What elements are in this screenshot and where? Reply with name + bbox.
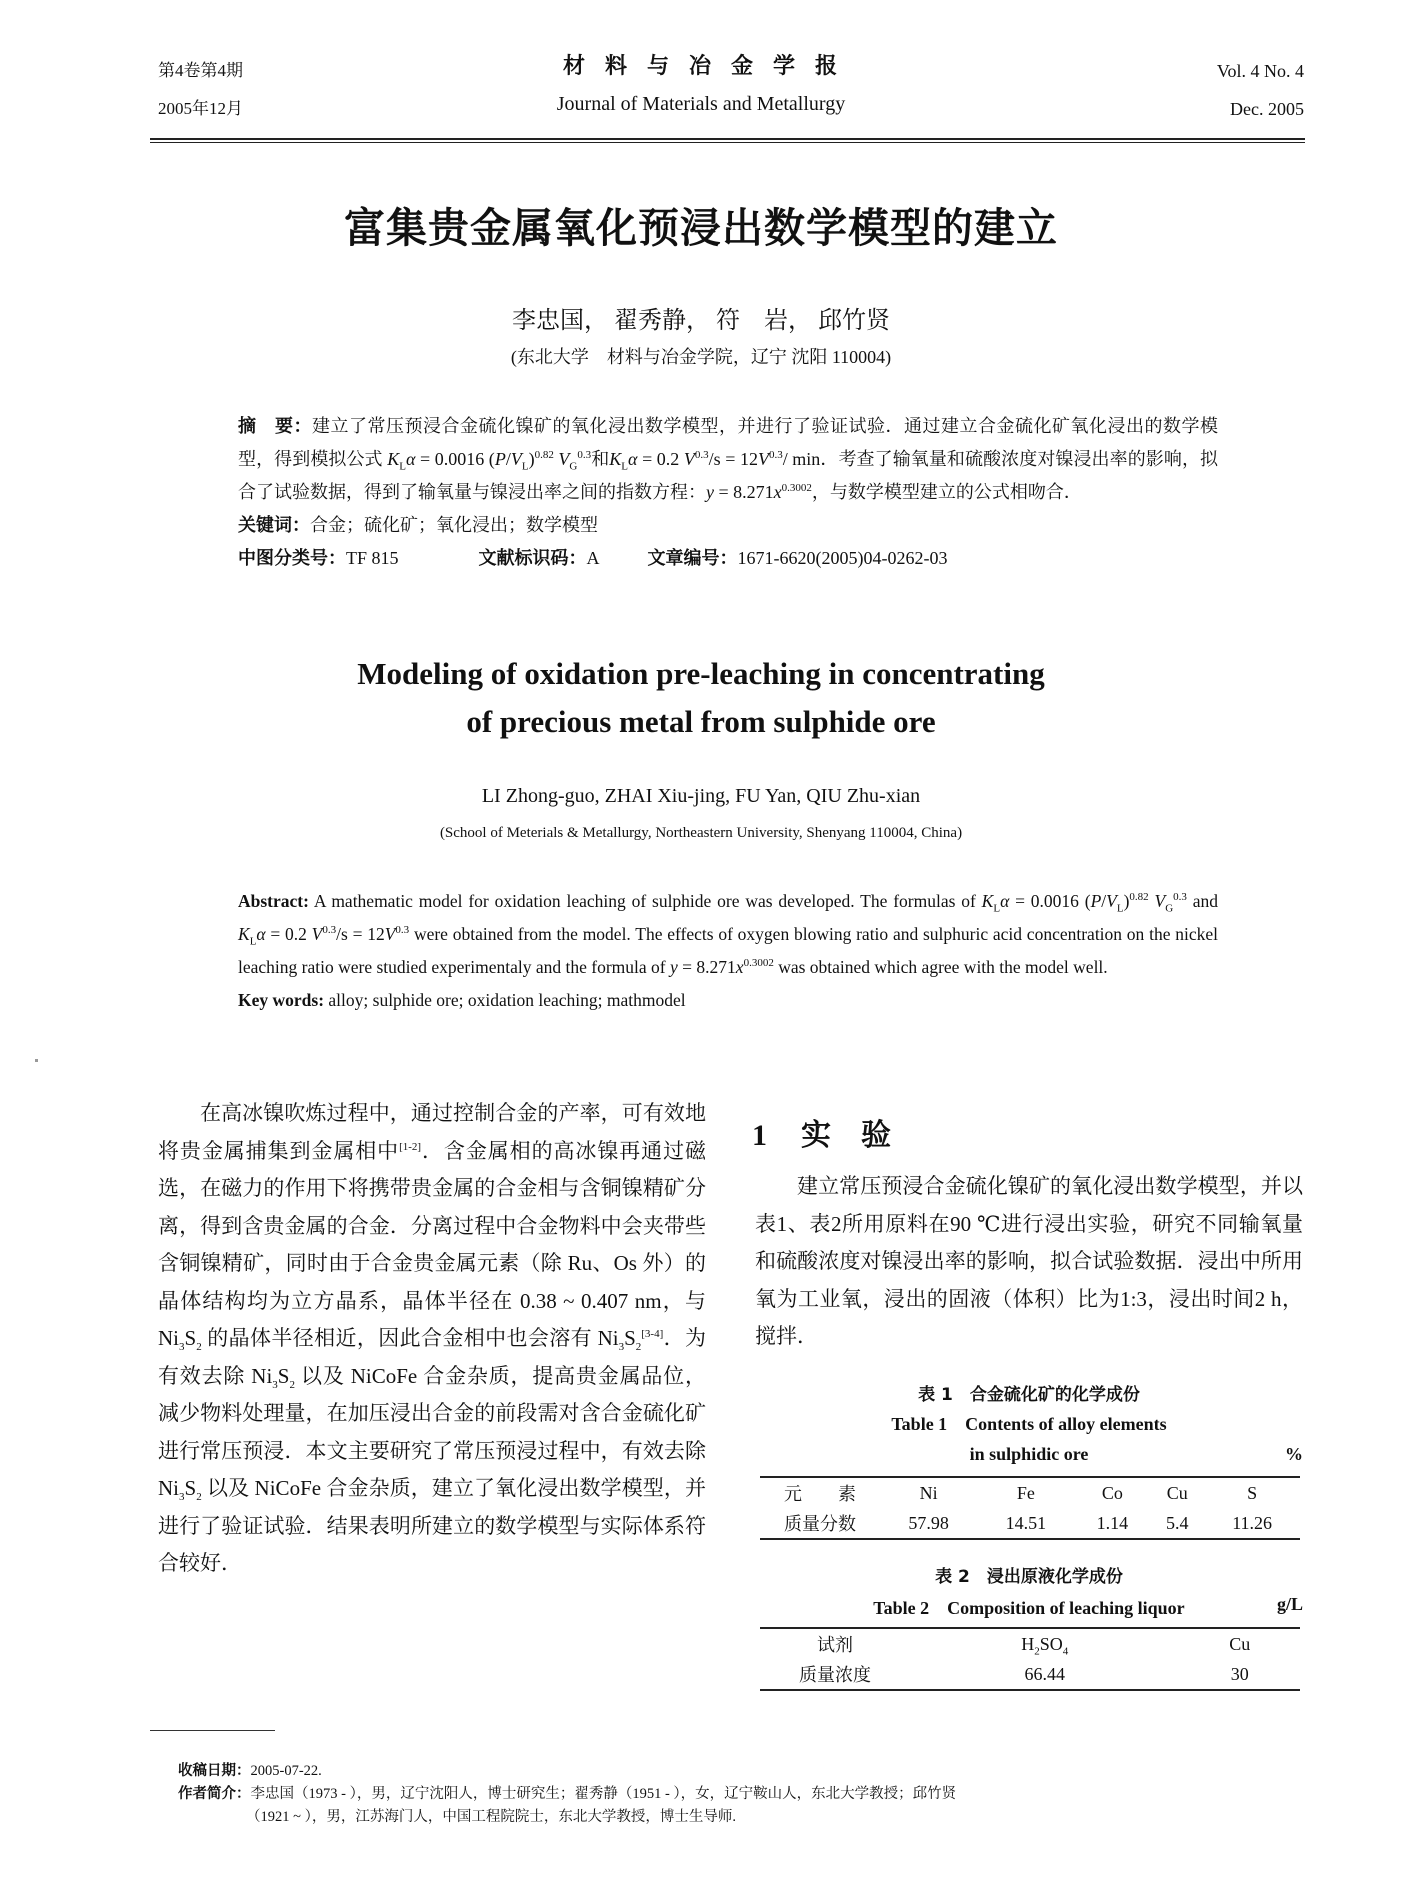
intro-paragraph xyxy=(158,1095,706,1583)
intro-text: 以及 NiCoFe 合金杂质，提高贵金属品位，减少物料处理量，在加压浸出合金的前段需对含合金硫化矿进行常压预浸．本文主要研究了常压预浸过程中，有效去除 xyxy=(158,1363,706,1463)
table-cell: Cu xyxy=(1180,1628,1300,1659)
table2-unit: g/L xyxy=(1276,1594,1303,1614)
citation[interactable]: [1-2] xyxy=(399,1140,422,1153)
table2-data-row xyxy=(760,1659,1300,1690)
table-cell: 试剂 xyxy=(760,1628,910,1659)
table-cell: 57.98 xyxy=(880,1508,977,1539)
paper-title-cn: 富集贵金属氧化预浸出数学模型的建立 xyxy=(344,204,1058,252)
abstract-en-text: A mathematic model for oxidation leaching of sulphide ore was developed. The formulas of xyxy=(308,891,982,911)
formula-ni3s2: $Ni_3S_2$ xyxy=(597,1326,642,1354)
formula-kla-2-en: $K_L\alpha = 0.2$ $V^{0.3}/s = 12V^{0.3}$ xyxy=(238,924,410,948)
classification-row xyxy=(238,542,1218,575)
table-cell: Co xyxy=(1075,1477,1151,1508)
doc-code-label: 文献标识码： xyxy=(478,548,587,569)
abstract-cn-text: 建立了常压预浸合金硫化镍矿的氧化浸出数学模型，并进行了验证试验．通过建立合金硫化矿氧化浸出的数学模型，得到模拟公式 xyxy=(238,416,1218,469)
intro-text: 的晶体半径相近，因此合金相中也会溶有 xyxy=(201,1326,598,1350)
header-rule xyxy=(150,138,1305,140)
intro-text: 以及 NiCoFe 合金杂质，建立了氧化浸出数学模型，并进行了验证试验．结果表明所建立的数学模型与实际体系符合较好． xyxy=(158,1476,706,1575)
table-cell: S xyxy=(1204,1477,1300,1508)
abstract-cn-body xyxy=(238,410,1218,509)
formula-ni3s2: $Ni_3S_2$ xyxy=(158,1476,202,1504)
table-cell: Cu xyxy=(1150,1477,1204,1508)
formula-kla-1: $K_L\alpha = 0.0016$ $(P/V_L)^{0.82}$ $V_G^{0.3}$ xyxy=(387,449,592,473)
author-bio xyxy=(178,1783,1308,1806)
intro-text: 在高冰镍吹炼过程中，通过控制合金的产率，可有效地将贵金属捕集到金属相中 xyxy=(158,1101,706,1163)
table-cell: 质量浓度 xyxy=(760,1659,910,1690)
table-cell: Fe xyxy=(977,1477,1074,1508)
table1-header-row xyxy=(760,1477,1300,1508)
table-cell: 11.26 xyxy=(1204,1508,1300,1539)
bio-label: 作者简介： xyxy=(178,1786,251,1802)
keywords-cn xyxy=(238,509,1218,542)
volume-issue-en: Vol. 4 No. 4 xyxy=(1216,61,1304,81)
abstract-en-body xyxy=(238,885,1218,984)
table1-data-row xyxy=(760,1508,1300,1539)
table2-caption-en: Table 2 Composition of leaching liquor xyxy=(873,1598,1185,1618)
journal-volume-info xyxy=(1217,52,1304,128)
abstract-en-label: Abstract: xyxy=(238,891,309,911)
table2-header-row xyxy=(760,1628,1300,1659)
date-cn: 2005年12月 xyxy=(158,99,243,118)
abstract-en-text: were obtained from the model. The effects of oxygen blowing ratio and sulphuric acid concentration on the nickel leaching ratio were studied experimentaly and the formula of xyxy=(238,924,1218,977)
table-cell: 1.14 xyxy=(1075,1508,1151,1539)
section-1-body xyxy=(755,1168,1303,1356)
table1 xyxy=(760,1476,1300,1540)
keywords-en-value: alloy; sulphide ore; oxidation leaching; mathmodel xyxy=(324,990,686,1010)
affiliation-cn: (东北大学 材料与冶金学院，辽宁 沈阳 110004) xyxy=(510,347,892,367)
scan-speck xyxy=(35,1059,38,1062)
footnotes xyxy=(178,1760,1308,1829)
section-title: 验 xyxy=(861,1118,891,1153)
table-cell: 元 素 xyxy=(760,1477,880,1508)
journal-name xyxy=(0,48,1402,124)
clc-value: TF 815 xyxy=(346,548,399,568)
table1-caption-cn: 表 1 合金硫化矿的化学成份 xyxy=(918,1385,1140,1405)
table-cell: 质量分数 xyxy=(760,1508,880,1539)
citation[interactable]: [3-4] xyxy=(641,1328,664,1340)
received-label: 收稿日期： xyxy=(178,1763,251,1779)
clc-label: 中图分类号： xyxy=(238,548,346,569)
table2 xyxy=(760,1627,1300,1691)
footnote-rule xyxy=(150,1730,275,1731)
doc-code-value: A xyxy=(586,548,600,568)
abstract-cn xyxy=(238,410,1218,575)
abstract-en xyxy=(238,885,1218,1017)
abstract-cn-text: ，与数学模型建立的公式相吻合． xyxy=(811,482,1082,502)
abstract-cn-text: 和 xyxy=(591,449,610,469)
table-cell: 14.51 xyxy=(977,1508,1074,1539)
table-cell: $H_2SO_4$ xyxy=(910,1628,1180,1659)
abstract-cn-label: 摘 要： xyxy=(238,416,312,437)
table1-unit: % xyxy=(1285,1444,1303,1464)
volume-issue-cn: 第4卷第4期 xyxy=(158,61,243,80)
section-title: 实 xyxy=(801,1118,831,1153)
formula-kla-2: $K_L\alpha = 0.2$ $V^{0.3}/s = 12V^{0.3}/$ min xyxy=(609,449,821,473)
table-cell: 5.4 xyxy=(1150,1508,1204,1539)
section-1-paragraph: 建立常压预浸合金硫化镍矿的氧化浸出数学模型，并以表1、表2所用原料在90 ℃进行浸出实验，研究不同输氧量和硫酸浓度对镍浸出率的影响，拟合试验数据．浸出中所用氧为工业氧，浸出的固液（体积）比为1:3，浸出时间2 h，搅拌． xyxy=(755,1174,1303,1348)
journal-name-cn: 材料与冶金学报 xyxy=(562,53,857,78)
formula-y: $y = 8.271x^{0.3002}$ xyxy=(706,482,812,502)
bio-line: 李忠国（1973 - ），男，辽宁沈阳人，博士研究生；翟秀静（1951 - ），女，辽宁鞍山人，东北大学教授；邱竹贤 xyxy=(250,1786,957,1802)
abstract-en-text: was obtained which agree with the model well. xyxy=(773,957,1108,977)
formula-y-en: $y = 8.271x^{0.3002}$ xyxy=(670,957,774,977)
journal-name-en: Journal of Materials and Metallurgy xyxy=(556,93,846,115)
article-no-label: 文章编号： xyxy=(647,548,738,569)
intro-text: ．含金属相的高冰镍再通过磁选，在磁力的作用下将携带贵金属的合金相与含铜镍精矿分离，得到含贵金属的合金．分离过程中合金物料中会夹带些含铜镍精矿，同时由于合金贵金属元素（除 Ru、Os 外）的晶体结构均为立方晶系，晶体半径在 0.38 ~ 0.407 nm，与 xyxy=(158,1138,707,1313)
keywords-en xyxy=(238,984,1218,1017)
table1-caption-en-2 xyxy=(755,1444,1303,1465)
formula-ni3s2: $Ni_3S_2$ xyxy=(251,1363,295,1391)
authors-en: LI Zhong-guo, ZHAI Xiu-jing, FU Yan, QIU Zhu-xian xyxy=(481,785,921,807)
author-bio-cont: （1921 ~ ），男，江苏海门人，中国工程院院士，东北大学教授，博士生导师. xyxy=(246,1809,736,1825)
received-value: 2005-07-22. xyxy=(250,1763,322,1779)
paper-title-en-line: Modeling of oxidation pre-leaching in concentrating xyxy=(357,656,1045,691)
table-cell: Ni xyxy=(880,1477,977,1508)
date-en: Dec. 2005 xyxy=(1230,99,1304,119)
table2-caption-en-row xyxy=(755,1594,1303,1620)
formula-kla-1-en: $K_L\alpha = 0.0016$ $(P/V_L)^{0.82}$ $V_G^{0.3}$ xyxy=(981,891,1187,915)
intro-text: ．为有效去除 xyxy=(158,1326,707,1388)
table1-caption-en-line: in sulphidic ore xyxy=(969,1444,1089,1464)
authors-cn: 李忠国， 翟秀静， 符 岩， 邱竹贤 xyxy=(512,308,890,334)
table-cell: 30 xyxy=(1180,1659,1300,1690)
table2-caption-cn: 表 2 浸出原液化学成份 xyxy=(935,1567,1123,1587)
keywords-cn-label: 关键词： xyxy=(238,515,310,536)
abstract-cn-text: ．考查了输氧量和硫酸浓度对镍浸出率的影响，拟合了试验数据，得到了输氧量与镍浸出率之间的指数方程： xyxy=(238,449,1219,502)
section-heading xyxy=(752,1110,891,1154)
received-date xyxy=(178,1760,1308,1783)
paper-title-en-line: of precious metal from sulphide ore xyxy=(466,704,936,739)
affiliation-en: (School of Meterials & Metallurgy, Northeastern University, Shenyang 110004, China) xyxy=(439,825,963,841)
table1-caption-en: Table 1 Contents of alloy elements xyxy=(891,1414,1167,1434)
section-number: 1 xyxy=(752,1119,767,1152)
paper-title-en xyxy=(0,650,1402,746)
formula-ni3s2: $Ni_3S_2$ xyxy=(158,1326,202,1354)
abstract-en-text: and xyxy=(1186,891,1218,911)
keywords-cn-value: 合金；硫化矿；氧化浸出；数学模型 xyxy=(310,515,598,535)
article-no-value: 1671-6620(2005)04-0262-03 xyxy=(737,548,948,568)
introduction xyxy=(158,1095,706,1583)
table-cell: 66.44 xyxy=(910,1659,1180,1690)
header-rule-thin xyxy=(150,142,1305,143)
keywords-en-label: Key words: xyxy=(238,990,325,1010)
